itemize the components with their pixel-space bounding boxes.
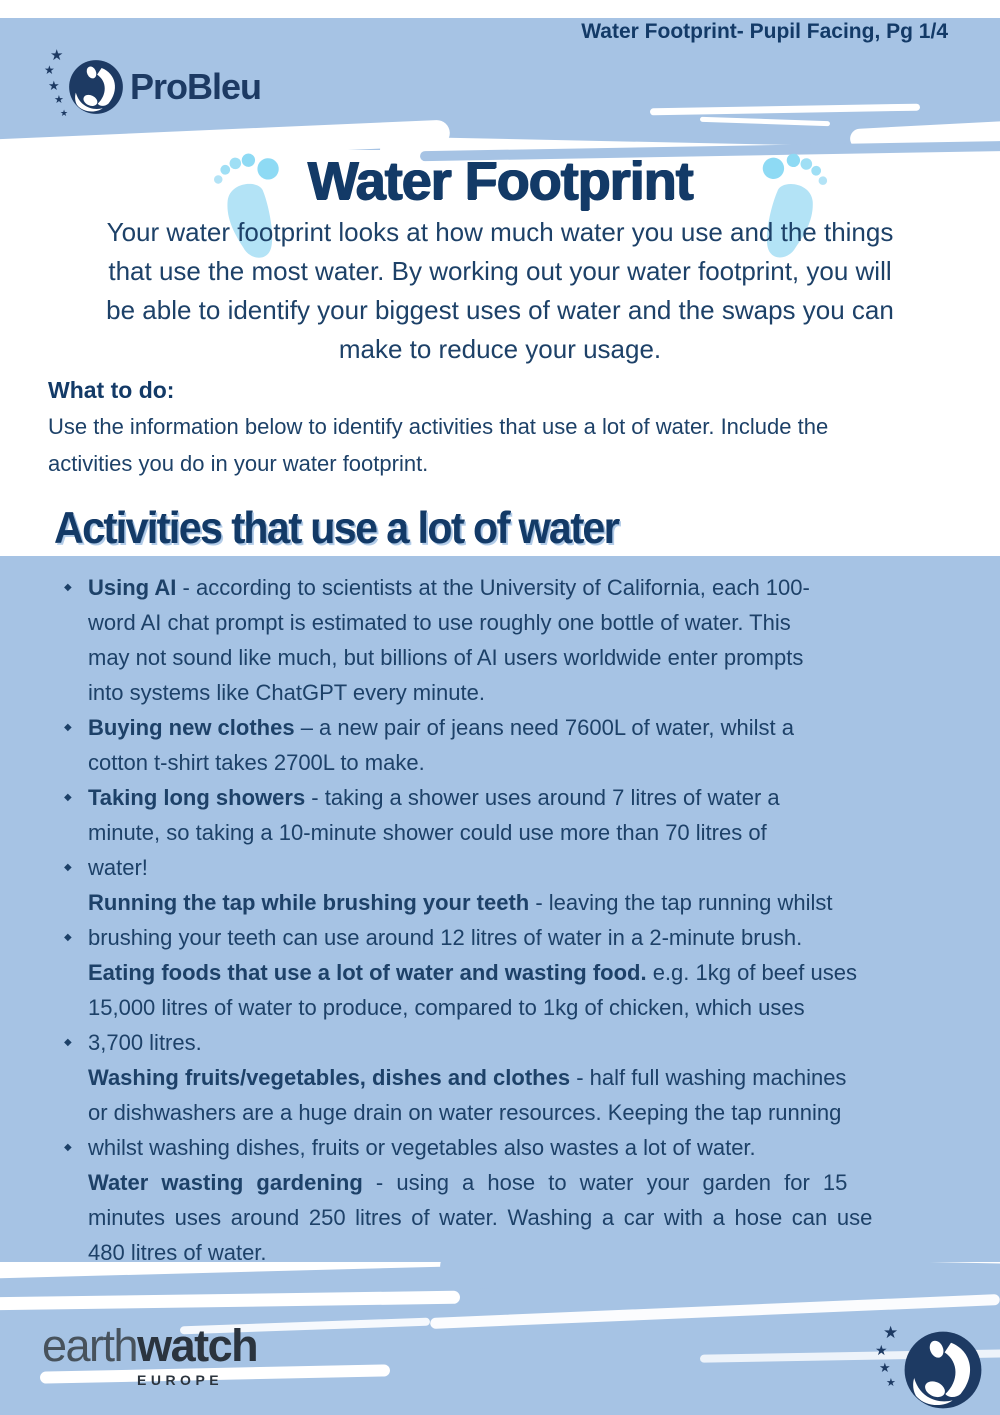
activities-heading: Activities that use a lot of water [54, 503, 619, 553]
earthwatch-europe-label: EUROPE [137, 1372, 224, 1388]
activity-line: Washing fruits/vegetables, dishes and clothes - half full washing machines [88, 1065, 847, 1090]
bullet-icon: ◆ [64, 862, 72, 873]
activity-line: Water wasting gardening - using a hose to water your garden for 15 [88, 1170, 848, 1195]
text-line: that use the most water. By working out your water footprint, you will [108, 256, 892, 286]
probleu-swirl-icon [68, 59, 124, 115]
activity-line: ◆ Using AI - according to scientists at the University of California, each 100- [0, 570, 1000, 605]
text-line: Your water footprint looks at how much water you use and the things [106, 217, 894, 247]
probleu-mark-bottom [875, 1323, 983, 1415]
page-header-label: Water Footprint- Pupil Facing, Pg 1/4 [581, 20, 948, 43]
activity-line: minutes uses around 250 litres of water. Washing a car with a hose can use [88, 1205, 873, 1230]
activity-line: or dishwashers are a huge drain on water resources. Keeping the tap running [88, 1100, 842, 1125]
activity-line: cotton t-shirt takes 2700L to make. [88, 750, 425, 775]
earthwatch-logo [42, 1322, 257, 1388]
activity-line: Eating foods that use a lot of water and wasting food. e.g. 1kg of beef uses [88, 960, 857, 985]
activity-line: may not sound like much, but billions of AI users worldwide enter prompts [88, 645, 804, 670]
activity-line: Running the tap while brushing your teeth - leaving the tap running whilst [88, 890, 833, 915]
bullet-icon: ◆ [64, 1142, 72, 1153]
activity-line: word AI chat prompt is estimated to use roughly one bottle of water. This [88, 610, 791, 635]
activity-line: ◆ Buying new clothes – a new pair of jeans need 7600L of water, whilst a [0, 710, 1000, 745]
bullet-icon: ◆ [64, 722, 72, 733]
probleu-swirl-icon [903, 1330, 983, 1410]
bullet-icon: ◆ [64, 792, 72, 803]
stars-icon: ★ ★ ★ ★ [875, 1323, 899, 1389]
what-to-do-text [48, 408, 958, 482]
activity-line: 480 litres of water. [88, 1240, 267, 1265]
activity-line: into systems like ChatGPT every minute. [88, 680, 485, 705]
text-line: make to reduce your usage. [338, 334, 662, 364]
probleu-wordmark: ProBleu [130, 66, 262, 107]
intro-paragraph [0, 213, 1000, 369]
activity-line: ◆ Taking long showers - taking a shower uses around 7 litres of water a [0, 780, 1000, 815]
activity-line: 15,000 litres of water to produce, compared to 1kg of chicken, which uses [88, 995, 805, 1020]
bullet-icon: ◆ [64, 582, 72, 593]
what-to-do-label: What to do: [48, 377, 175, 403]
activity-line: ◆ water! [0, 850, 1000, 885]
probleu-logo [44, 48, 261, 126]
activity-line: ◆ brushing your teeth can use around 12 litres of water in a 2-minute brush. [0, 920, 1000, 955]
bullet-icon: ◆ [64, 932, 72, 943]
bullet-icon: ◆ [64, 1037, 72, 1048]
stars-icon: ★ ★ ★ ★ ★ [44, 47, 69, 118]
text-line: be able to identify your biggest uses of water and the swaps you can [106, 295, 894, 325]
activity-line: ◆ whilst washing dishes, fruits or vegetables also wastes a lot of water. [0, 1130, 1000, 1165]
earthwatch-wordmark: earthwatch [42, 1320, 258, 1371]
what-to-do-section [48, 372, 958, 482]
activity-line: minute, so taking a 10-minute shower could use more than 70 litres of [88, 820, 767, 845]
text-line: Use the information below to identify activities that use a lot of water. Include the [48, 414, 829, 439]
activity-line: ◆ 3,700 litres. [0, 1025, 1000, 1060]
text-line: activities you do in your water footprint. [48, 451, 429, 476]
page-title: Water Footprint [307, 151, 693, 211]
activities-list [0, 570, 1000, 1270]
